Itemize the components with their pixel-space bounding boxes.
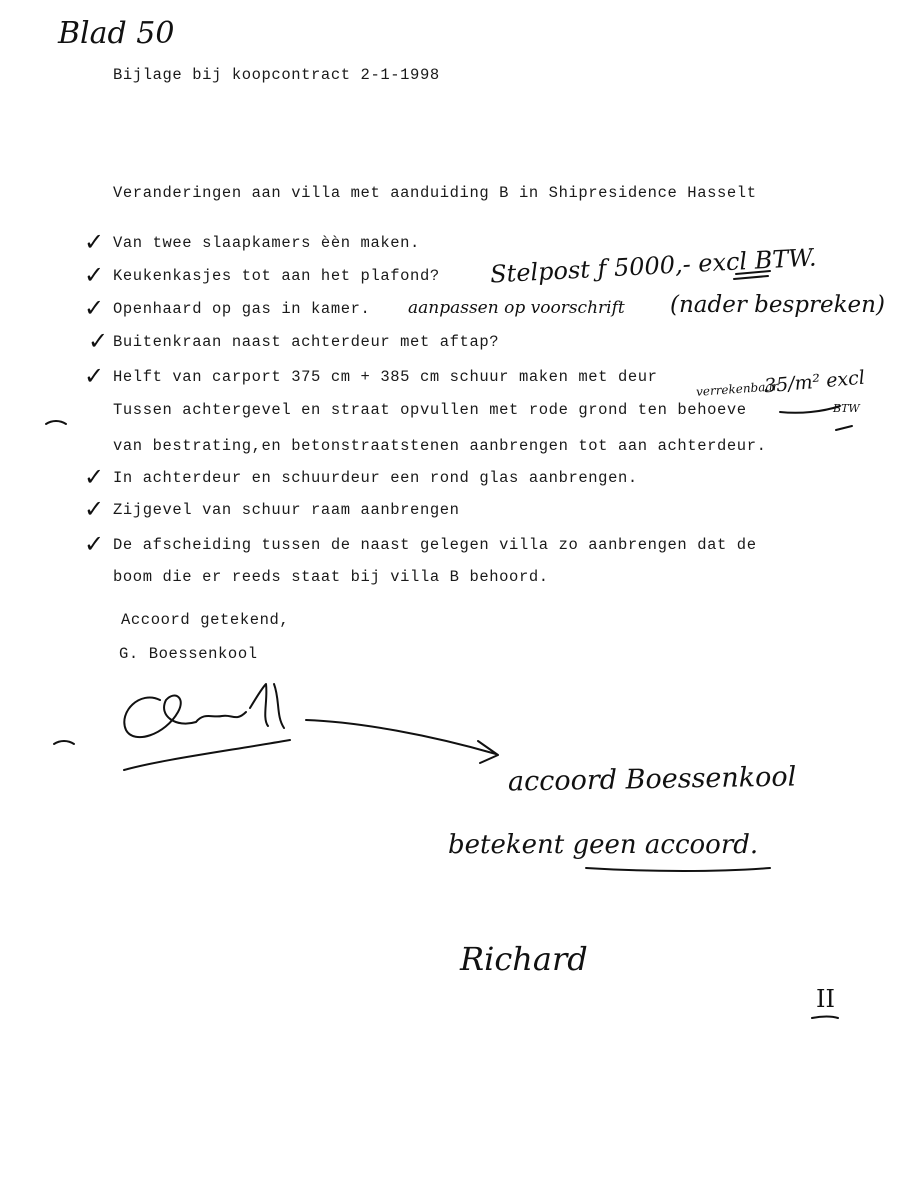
check-mark-icon: ✓ bbox=[84, 261, 105, 289]
check-mark-icon: ✓ bbox=[84, 530, 105, 558]
arrow-line bbox=[306, 720, 496, 754]
kitchen-underline bbox=[734, 271, 770, 279]
page-mark: II bbox=[816, 985, 835, 1013]
document-title: Veranderingen aan villa met aanduiding B in Shipresidence Hasselt bbox=[113, 184, 757, 202]
list-item: Tussen achtergevel en straat opvullen met rode grond ten behoeve bbox=[113, 401, 747, 419]
carport-underline bbox=[780, 406, 852, 430]
check-mark-icon: ✓ bbox=[84, 362, 105, 390]
reply-line-2: betekent geen accoord. bbox=[448, 830, 759, 860]
carport-annotation-3: BTW bbox=[833, 402, 860, 415]
list-item: Helft van carport 375 cm + 385 cm schuur maken met deur bbox=[113, 368, 658, 386]
check-mark-icon: ✓ bbox=[84, 228, 105, 256]
page-mark-underline bbox=[812, 1017, 838, 1019]
check-mark-icon: ✓ bbox=[84, 495, 105, 523]
sheet-label: Blad 50 bbox=[58, 16, 175, 51]
reply-signature: Richard bbox=[460, 940, 588, 978]
reply-underline bbox=[586, 868, 770, 871]
carport-annotation-2: 35/m² excl bbox=[763, 366, 866, 398]
list-item: boom die er reeds staat bij villa B behoord. bbox=[113, 568, 549, 586]
list-item: Zijgevel van schuur raam aanbrengen bbox=[113, 501, 460, 519]
fireplace-note: (nader bespreken) bbox=[670, 292, 885, 318]
carport-annotation-1: verrekenbaar bbox=[695, 379, 779, 399]
list-item: Buitenkraan naast achterdeur met aftap? bbox=[113, 333, 500, 351]
header-line: Bijlage bij koopcontract 2-1-1998 bbox=[113, 66, 440, 84]
kitchen-annotation: Stelpost ƒ 5000,- excl BTW. bbox=[489, 243, 818, 289]
check-mark-icon: ✓ bbox=[84, 463, 105, 491]
list-item: van bestrating,en betonstraatstenen aanbrengen tot aan achterdeur. bbox=[113, 437, 767, 455]
list-item: De afscheiding tussen de naast gelegen villa zo aanbrengen dat de bbox=[113, 536, 757, 554]
signer-name: G. Boessenkool bbox=[119, 645, 258, 663]
list-item: Van twee slaapkamers èèn maken. bbox=[113, 234, 420, 252]
reply-line-1: accoord Boessenkool bbox=[507, 761, 797, 798]
check-mark-icon: ✓ bbox=[88, 327, 109, 355]
signature-scribble bbox=[124, 684, 284, 737]
margin-dash bbox=[54, 741, 74, 744]
check-mark-icon: ✓ bbox=[84, 294, 105, 322]
margin-dash bbox=[46, 421, 66, 424]
fireplace-annotation: aanpassen op voorschrift bbox=[408, 298, 625, 318]
signature-underline bbox=[124, 740, 290, 770]
list-item: Openhaard op gas in kamer. bbox=[113, 300, 371, 318]
list-item: In achterdeur en schuurdeur een rond glas aanbrengen. bbox=[113, 469, 638, 487]
list-item: Keukenkasjes tot aan het plafond? bbox=[113, 267, 440, 285]
signoff-line: Accoord getekend, bbox=[121, 611, 290, 629]
